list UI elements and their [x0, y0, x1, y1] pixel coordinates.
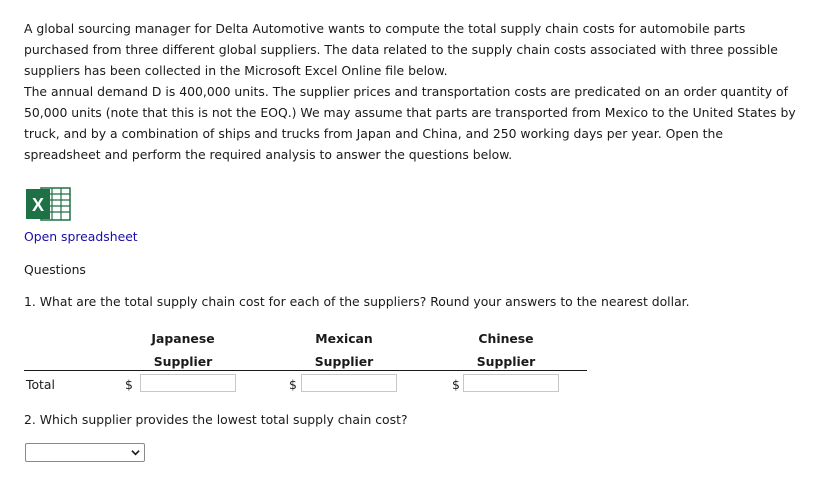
column-header-line1: Japanese: [151, 331, 215, 346]
currency-symbol: $: [452, 377, 460, 392]
column-header-line2: Supplier: [314, 354, 374, 369]
excel-icon-letter: X: [31, 195, 45, 215]
intro-paragraph-1: A global sourcing manager for Delta Automotive wants to compute the total supply chain costs for automobile parts purchased from three different global suppliers. The data related to the supply chain costs associated with three possible suppliers has been collected in the Microsoft Excel Online file below.: [24, 21, 778, 78]
currency-symbol: $: [289, 377, 297, 392]
column-header-chinese: [441, 327, 571, 373]
mexican-total-input[interactable]: [301, 374, 397, 392]
total-row-label: Total: [26, 377, 55, 392]
table-header-rule: [24, 370, 587, 371]
questions-heading: Questions: [24, 262, 86, 277]
question-2-text: 2. Which supplier provides the lowest total supply chain cost?: [24, 412, 408, 427]
open-spreadsheet-link[interactable]: Open spreadsheet: [24, 229, 138, 244]
intro-paragraph-2: The annual demand D is 400,000 units. The supplier prices and transportation costs are predicated on an order quantity of 50,000 units (note that this is not the EOQ.) We may assume that parts are transported from Mexico to the United States by truck, and by a combination of ships and trucks from Japan and China, and 250 working days per year. Open the spreadsheet and perform the required analysis to answer the questions below.: [24, 84, 796, 162]
chevron-down-icon: [131, 448, 140, 457]
chinese-total-input[interactable]: [463, 374, 559, 392]
column-header-line2: Supplier: [476, 354, 536, 369]
column-header-mexican: [279, 327, 409, 373]
column-header-japanese: [118, 327, 248, 373]
column-header-line2: Supplier: [153, 354, 213, 369]
lowest-cost-supplier-select[interactable]: [25, 443, 145, 462]
column-header-line1: Mexican: [315, 331, 373, 346]
column-header-line1: Chinese: [478, 331, 534, 346]
japanese-total-input[interactable]: [140, 374, 236, 392]
currency-symbol: $: [125, 377, 133, 392]
excel-icon[interactable]: [24, 185, 72, 223]
question-1-text: 1. What are the total supply chain cost for each of the suppliers? Round your answers to the nearest dollar.: [24, 294, 690, 309]
